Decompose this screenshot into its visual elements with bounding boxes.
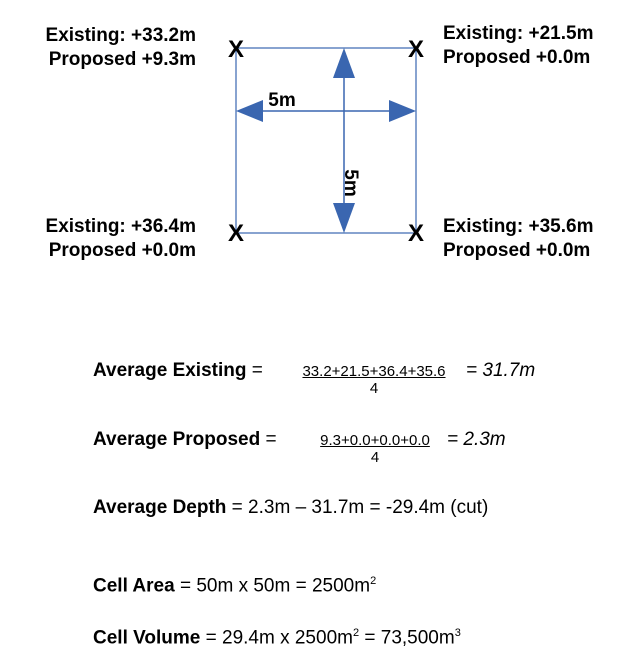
equals-sign: =	[265, 429, 277, 450]
fraction-denominator: 4	[370, 449, 380, 466]
corner-label-top-right	[443, 22, 593, 70]
horizontal-dimension-label: 5m	[268, 90, 296, 111]
vertical-dimension-label: 5m	[340, 169, 361, 197]
cell-volume-exponent-b: 3	[454, 627, 461, 639]
cell-area-equation	[93, 575, 376, 597]
average-depth-expression: = 2.3m – 31.7m = -29.4m (cut)	[231, 497, 489, 518]
average-depth-equation	[93, 497, 488, 519]
average-existing-result: = 31.7m	[466, 360, 536, 381]
average-existing-fraction	[291, 363, 457, 397]
corner-marker-bottom-left: X	[227, 220, 245, 247]
arrow-right-icon	[389, 100, 416, 122]
corner-label-bottom-left	[0, 215, 196, 263]
arrow-left-icon	[236, 100, 263, 122]
average-depth-label: Average Depth	[93, 497, 227, 518]
corner-label-bottom-right	[443, 215, 593, 263]
average-proposed-label: Average Proposed	[93, 429, 261, 450]
average-existing-label: Average Existing	[93, 360, 247, 381]
cell-volume-expression-b: = 73,500m	[364, 627, 455, 649]
proposed-level: Proposed +0.0m	[443, 47, 591, 68]
cell-volume-equation	[93, 627, 461, 649]
arrow-up-icon	[333, 48, 355, 78]
existing-level: Existing: +35.6m	[443, 216, 594, 237]
average-proposed-fraction	[310, 432, 440, 466]
corner-marker-top-right: X	[407, 36, 425, 63]
equals-sign: =	[251, 360, 263, 381]
average-proposed-result: = 2.3m	[447, 429, 506, 450]
average-existing-equation	[93, 360, 263, 382]
arrow-down-icon	[333, 203, 355, 233]
fraction-numerator: 9.3+0.0+0.0+0.0	[320, 432, 430, 449]
average-proposed-equation	[93, 429, 277, 451]
cell-volume-expression-a: = 29.4m x 2500m	[205, 627, 353, 649]
grid-cell-square	[236, 48, 416, 233]
proposed-level: Proposed +0.0m	[443, 240, 591, 261]
cell-area-exponent: 2	[370, 575, 377, 587]
cell-area-label: Cell Area	[93, 575, 175, 597]
cell-volume-label: Cell Volume	[93, 627, 201, 649]
corner-marker-top-left: X	[227, 36, 245, 63]
fraction-numerator: 33.2+21.5+36.4+35.6	[302, 363, 446, 380]
cell-area-expression: = 50m x 50m = 2500m	[179, 575, 371, 597]
cell-volume-exponent-a: 2	[352, 627, 360, 639]
existing-level: Existing: +33.2m	[45, 25, 196, 46]
proposed-level: Proposed +0.0m	[48, 240, 196, 261]
existing-level: Existing: +36.4m	[45, 216, 196, 237]
fraction-denominator: 4	[369, 380, 379, 397]
proposed-level: Proposed +9.3m	[48, 49, 196, 70]
corner-marker-bottom-right: X	[407, 220, 425, 247]
existing-level: Existing: +21.5m	[443, 23, 594, 44]
corner-label-top-left	[0, 24, 196, 72]
